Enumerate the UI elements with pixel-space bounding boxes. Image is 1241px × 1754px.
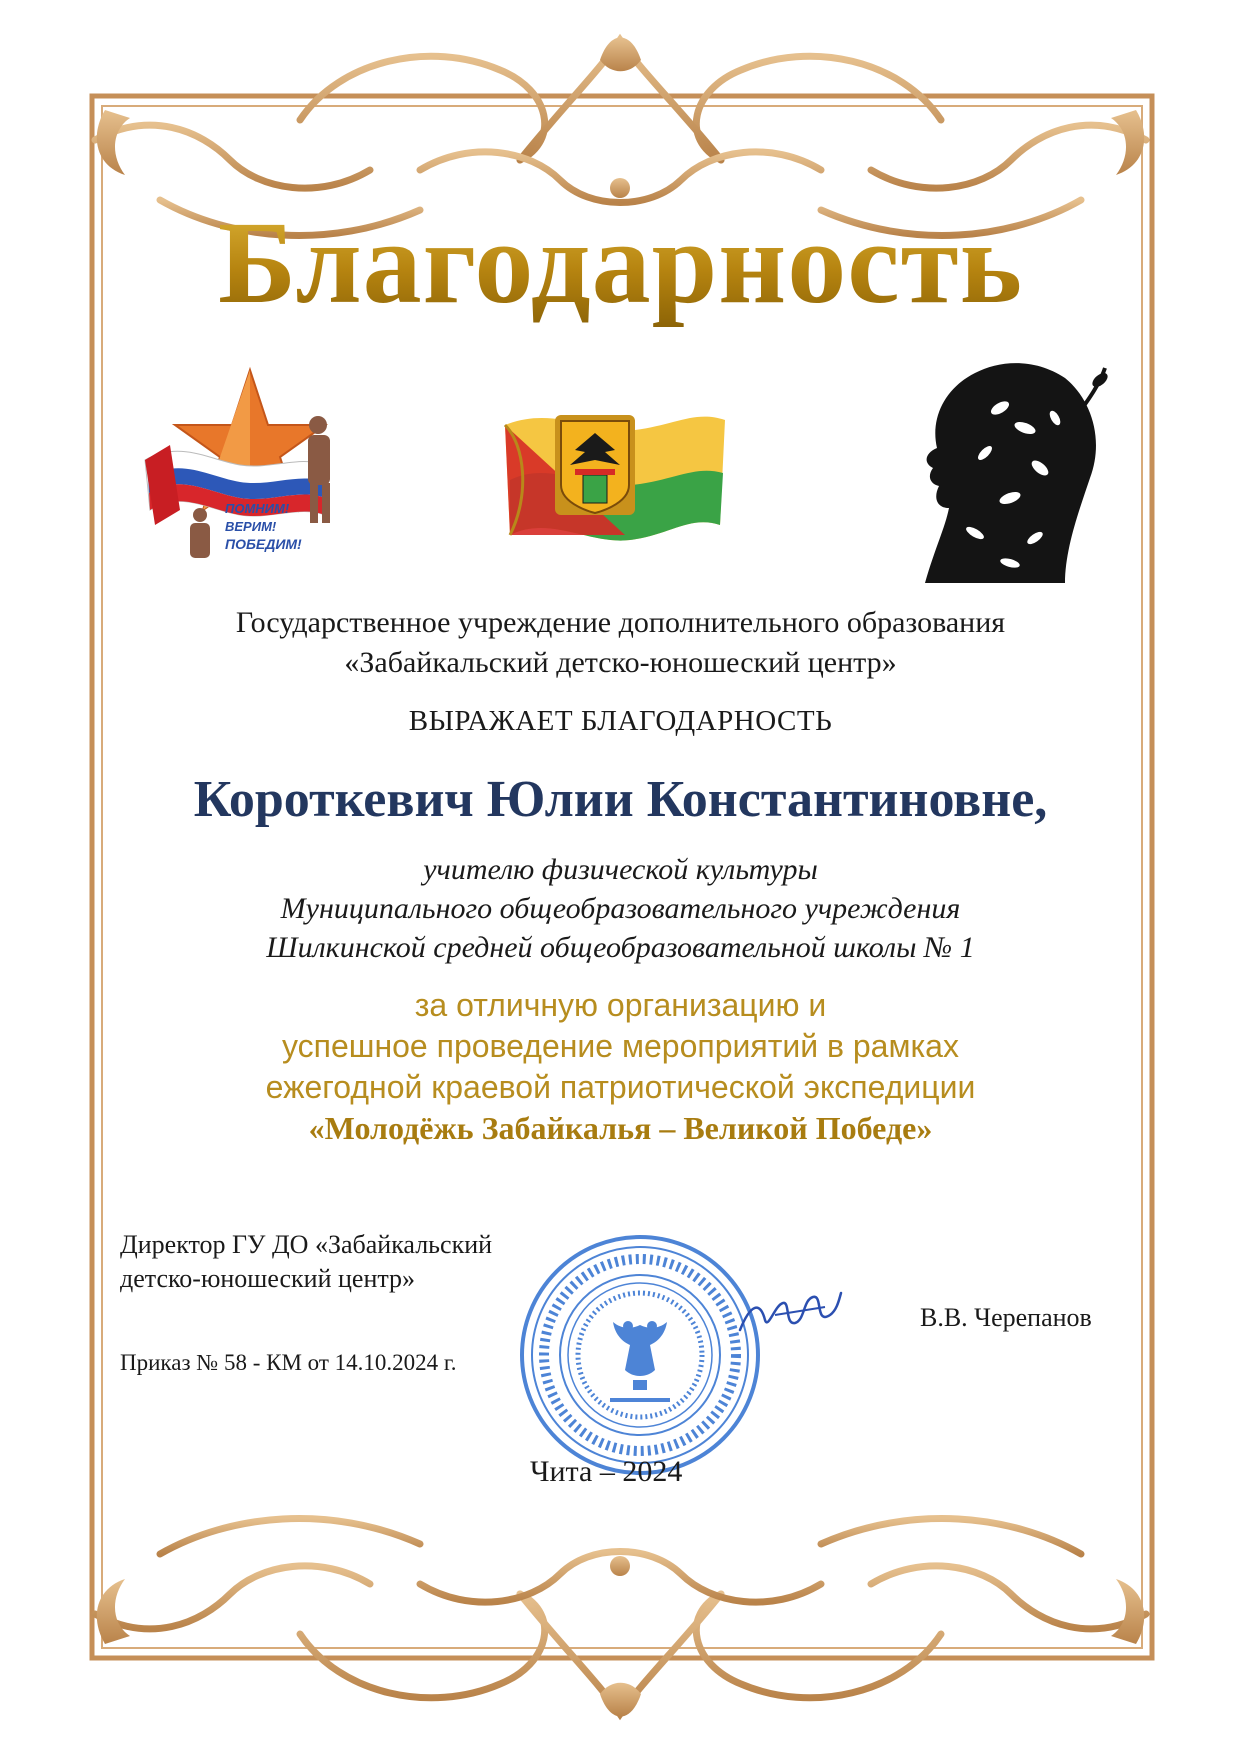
reason-line-3: ежегодной краевой патриотической экспедиции	[265, 1069, 976, 1105]
order-reference: Приказ № 58 - КМ от 14.10.2024 г.	[120, 1350, 457, 1375]
zabaikalsky-krai-flag-emblem	[495, 405, 730, 575]
director-line-2: детско-юношеский центр»	[120, 1264, 416, 1293]
tree-silhouette-logo	[915, 358, 1110, 593]
position-line-2: Муниципального общеобразовательного учреждения	[280, 892, 961, 925]
reason-line-2: успешное проведение мероприятий в рамках	[282, 1028, 959, 1064]
slogan-line-2: ВЕРИМ!	[225, 519, 277, 534]
certificate-title: Благодарность	[0, 195, 1241, 331]
gratitude-reason	[0, 985, 1241, 1149]
position-line-1: учителю физической культуры	[423, 853, 818, 886]
recipient-name: Короткевич Юлии Константиновне,	[193, 771, 1048, 828]
reason-line-4: «Молодёжь Забайкалья – Великой Победе»	[308, 1110, 933, 1146]
organization-line-2: «Забайкальский детско-юношеский центр»	[344, 646, 897, 679]
slogan-line-1: ПОМНИМ!	[225, 501, 290, 516]
position-line-3: Шилкинской средней общеобразовательной школы № 1	[266, 931, 975, 964]
organization-line-1: Государственное учреждение дополнительного образования	[235, 606, 1006, 639]
place-and-year: Чита – 2024	[530, 1455, 683, 1488]
signer-name: В.В. Черепанов	[920, 1303, 1092, 1332]
director-title	[120, 1228, 492, 1296]
organization-name	[0, 603, 1241, 683]
victory-star-logo	[140, 365, 365, 570]
recipient-position	[0, 850, 1241, 967]
round-organization-seal	[515, 1230, 765, 1480]
director-signature	[735, 1285, 845, 1345]
slogan-line-3: ПОБЕДИМ!	[225, 536, 302, 552]
director-line-1: Директор ГУ ДО «Забайкальский	[120, 1230, 493, 1259]
expresses-gratitude: ВЫРАЖАЕТ БЛАГОДАРНОСТЬ	[408, 705, 833, 737]
reason-line-1: за отличную организацию и	[414, 987, 827, 1023]
